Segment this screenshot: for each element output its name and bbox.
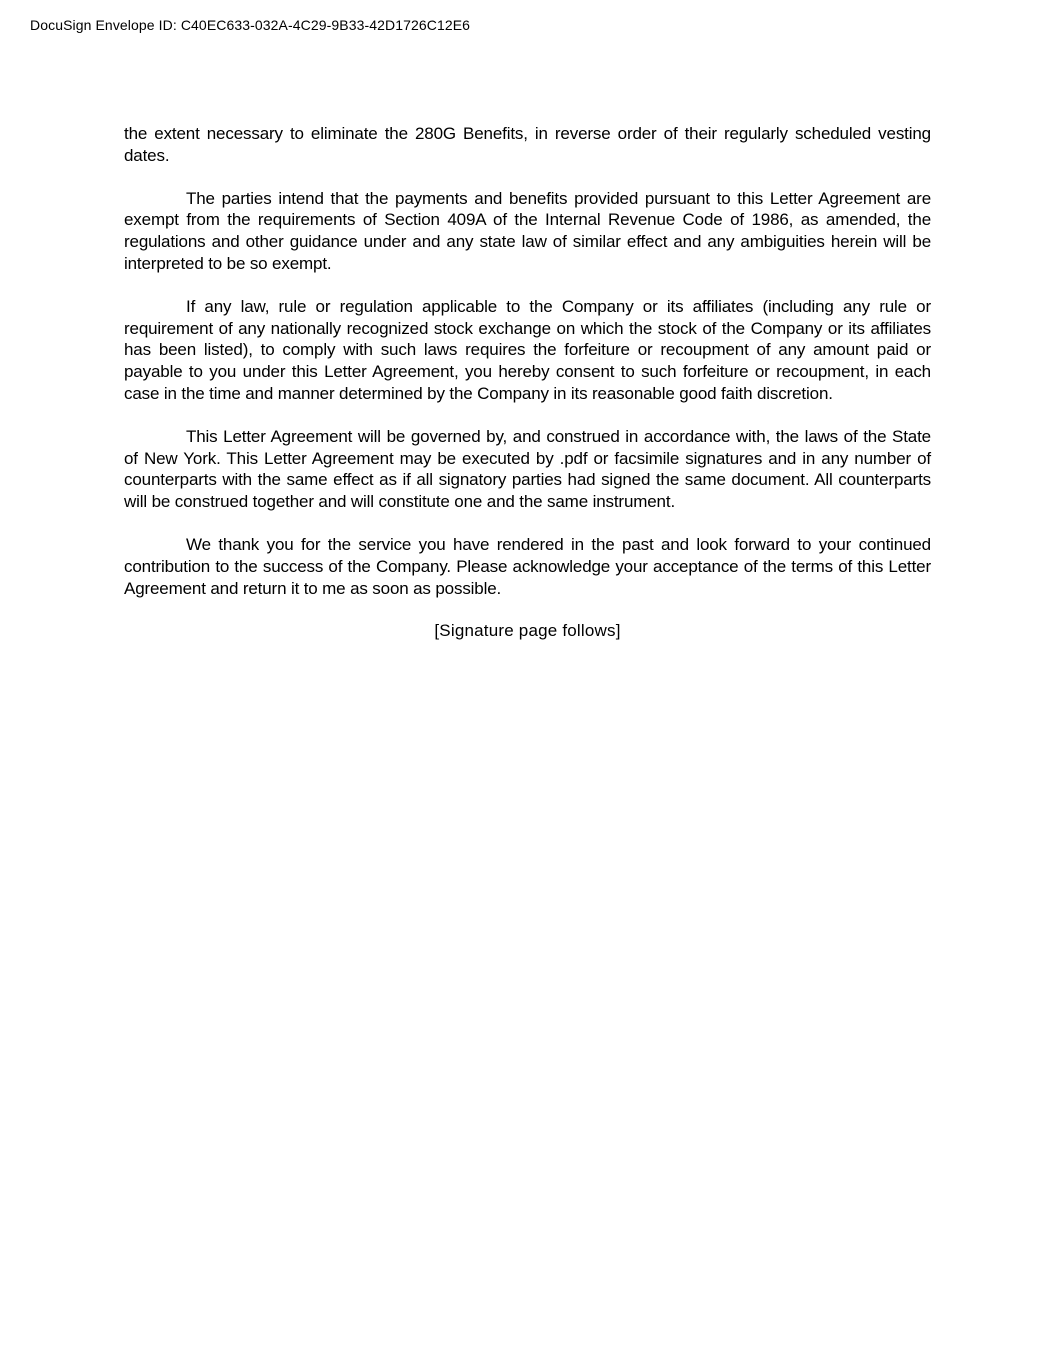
paragraph-280g-benefits: the extent necessary to eliminate the 280G Benefits, in reverse order of their regularly scheduled vesting dates.	[124, 124, 931, 165]
paragraph-section-409a: The parties intend that the payments and benefits provided pursuant to this Letter Agreement are exempt from the requirements of Section 409A of the Internal Revenue Code of 1986, as amended, the regulations and other guidance under and any state law of similar effect and any ambiguities herein will be interpreted to be so exempt.	[124, 188, 931, 273]
docusign-envelope-id: DocuSign Envelope ID: C40EC633-032A-4C29-9B33-42D1726C12E6	[30, 17, 471, 33]
paragraph-forfeiture-recoupment: If any law, rule or regulation applicable to the Company or its affiliates (including any rule or requirement of any nationally recognized stock exchange on which the stock of the Company or its affiliates has been listed), to comply with such laws requires the forfeiture or recoupment of any amount paid or payable to you under this Letter Agreement, you hereby consent to such forfeiture or recoupment, in each case in the time and manner determined by the Company in its reasonable good faith discretion.	[124, 296, 931, 403]
paragraph-thank-you: We thank you for the service you have rendered in the past and look forward to your continued contribution to the success of the Company. Please acknowledge your acceptance of the terms of this Letter Agreement and return it to me as soon as possible.	[124, 534, 931, 598]
signature-page-note: [Signature page follows]	[434, 621, 621, 641]
paragraph-governing-law: This Letter Agreement will be governed by, and construed in accordance with, the laws of the State of New York. This Letter Agreement may be executed by .pdf or facsimile signatures and in any number of counterparts with the same effect as if all signatory parties had signed the same document. All counterparts will be construed together and will constitute one and the same instrument.	[124, 426, 931, 512]
letter-body	[124, 123, 931, 642]
